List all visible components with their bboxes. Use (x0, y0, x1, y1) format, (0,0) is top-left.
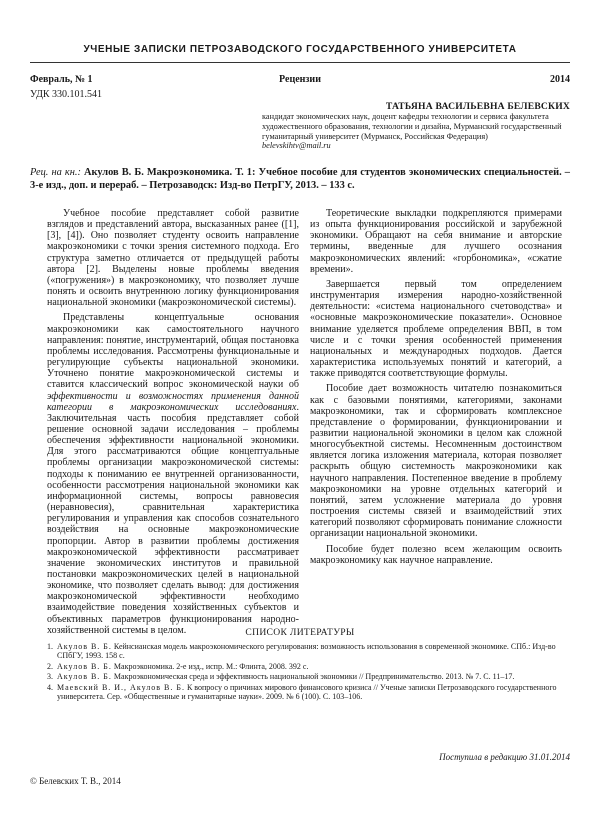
paragraph-4: Завершается первый том определением инструментария измерения народно-хозяйственной деятельности: «система национального счетоводства» и «основные макроэкономические показатели». Основное внимание уделяется проблеме определения ВВП, в том числе и с точки зрения особенностей применения национальных и международных подходов. Дается характеристика используемых понятий и категорий, а также приводятся соответствующие формулы. (310, 278, 562, 380)
review-prefix: Рец. на кн.: (30, 167, 81, 178)
reference-author: Маевский В. И., Акулов В. Б. (57, 682, 185, 692)
author-affiliation (262, 112, 570, 151)
paragraph-1: Учебное пособие представляет собой развитие взглядов и представлений автора, высказанных ранее ([1], [3], [4]). Оно позволяет студенту освоить направление макроэкономики с точки зрения системного подхода. Его структура заметно отличается от предыдущей работы автора [2]. Выделены новые проблемы введения («погружения») в макроэкономику, что позволяет лучше понять и освоить внутреннюю логику функционирования национальной экономики (макроэкономической системы). (47, 208, 299, 309)
reference-author: Акулов В. Б. (57, 672, 112, 682)
copyright-notice: © Белевских Т. В., 2014 (30, 776, 121, 786)
paragraph-2-part-a: Представлены концептуальные основания макроэкономики как самостоятельного научного направления: понятие, инструментарий, общая постановка проблемы исследования. Рассмотрены функциональные и регулирующие субъекты национальной экономики. Уточнено понятие макроэкономической системы и ставится классический вопрос экономической науки об (47, 312, 299, 391)
journal-title: УЧЕНЫЕ ЗАПИСКИ ПЕТРОЗАВОДСКОГО ГОСУДАРСТВЕННОГО УНИВЕРСИТЕТА (83, 44, 517, 55)
received-date: Поступила в редакцию 31.01.2014 (439, 752, 570, 762)
author-email[interactable]: belevskihtv@mail.ru (262, 141, 331, 151)
reference-item (47, 662, 569, 671)
body-column-right (310, 208, 562, 570)
reviewed-book (30, 167, 570, 192)
reference-text: Макроэкономическая среда и эффективность национальной экономики // Предпринимательство. 2013. № 7. С. 11–17. (113, 672, 515, 682)
reference-number: 4. (47, 682, 53, 692)
affiliation-text: кандидат экономических наук, доцент кафедры технологии и сервиса факультета художественного образования, технологии и дизайна, Мурманский государственный гуманитарный университет (Мурманск, Российская Федерация) (262, 112, 562, 141)
header-rule (30, 62, 570, 63)
reference-number: 2. (47, 661, 53, 671)
author-name: ТАТЬЯНА ВАСИЛЬЕВНА БЕЛЕВСКИХ (385, 101, 570, 112)
reference-item (47, 642, 569, 661)
udk-code: УДК 330.101.541 (30, 89, 103, 100)
paragraph-5: Пособие дает возможность читателю познакомиться как с базовыми понятиями, категориями, законами макроэкономики, так и сформировать комплексное представление о формировании, функционировании и развитии национальной экономики в целом как сложной многосубъектной системы. Несомненным достоинством является логика изложения материала, которая позволяет раскрыть общую системность макроэкономики как научного направления. Постепенное введение в проблему макроэкономики на уровне отдельных категорий и понятий, затем усложнение материала до уровня построения системы связей и взаимодействий этих категорий позволяют сформировать понимание сложности организации национальной экономики. (310, 383, 562, 540)
paragraph-2-part-b: . Заключительная часть пособия представляет собой решение основной задачи исследования – проблемы обеспечения эффективности национальной экономики. Для этого рассматриваются общие концептуальные проблемы организации макроэкономической системы: подходы к пониманию ее внутренней организованности, особенности рассмотрения национальной экономики как информационной системы, вопросы равновесия (неравновесия), сравнительная характеристика регулирования и управления как способов сознательного воздействия на основные макроэкономические пропорции. Автор в развитии проблемы достижения макроэкономической эффективности рассматривает значение экономических институтов и правильной постановки макроэкономических целей в национальной экономике, что позволяет сделать вывод: для достижения макроэкономической эффективности необходимо взаимодействие поведения хозяйственных субъектов и объективных параметров функционирования народно-хозяйственной системы в целом. (47, 401, 299, 636)
references-list (47, 642, 569, 702)
issue-label: Февраль, № 1 (30, 74, 93, 85)
paragraph-6: Пособие будет полезно всем желающим освоить макроэкономику как научное направление. (310, 543, 562, 566)
reference-item (47, 683, 569, 702)
book-citation: Акулов В. Б. Макроэкономика. Т. 1: Учебное пособие для студентов экономических специальностей. – 3-е изд., доп. и перераб. – Петрозаводск: Изд-во ПетрГУ, 2013. – 133 с. (30, 167, 570, 191)
section-label: Рецензии (279, 74, 321, 85)
reference-number: 1. (47, 642, 53, 651)
paragraph-2-italic: эффективности и возможностях применения данной категории в макроэкономических исследованиях (47, 390, 299, 413)
year-label: 2014 (550, 74, 570, 85)
reference-item (47, 672, 569, 681)
paragraph-2 (47, 312, 299, 636)
reference-author: Акулов В. Б. (57, 661, 112, 671)
reference-text: Макроэкономика. 2-е изд., испр. М.: Флинта, 2008. 392 с. (113, 661, 309, 671)
body-column-left (47, 208, 299, 640)
references-title: СПИСОК ЛИТЕРАТУРЫ (245, 627, 355, 638)
reference-author: Акулов В. Б. (57, 642, 112, 651)
reference-text: Кейнсианская модель макроэкономического регулирования: возможность использования в современной экономике. СПб.: Изд-во СПбГУ, 1993. 158 с. (57, 642, 556, 661)
paragraph-3: Теоретические выкладки подкрепляются примерами из опыта функционирования российской и зарубежной экономики. Обращают на себя внимание и авторские термины, введенные для лучшего осознания макроэкономических явлений: «горбономика», «сжатие времени». (310, 208, 562, 275)
reference-text: К вопросу о причинах мирового финансового кризиса // Ученые записки Петрозаводского государственного университета. Сер. «Общественные и гуманитарные науки». 2009. № 6 (100). С. 103–106. (57, 682, 557, 702)
reference-number: 3. (47, 672, 53, 682)
